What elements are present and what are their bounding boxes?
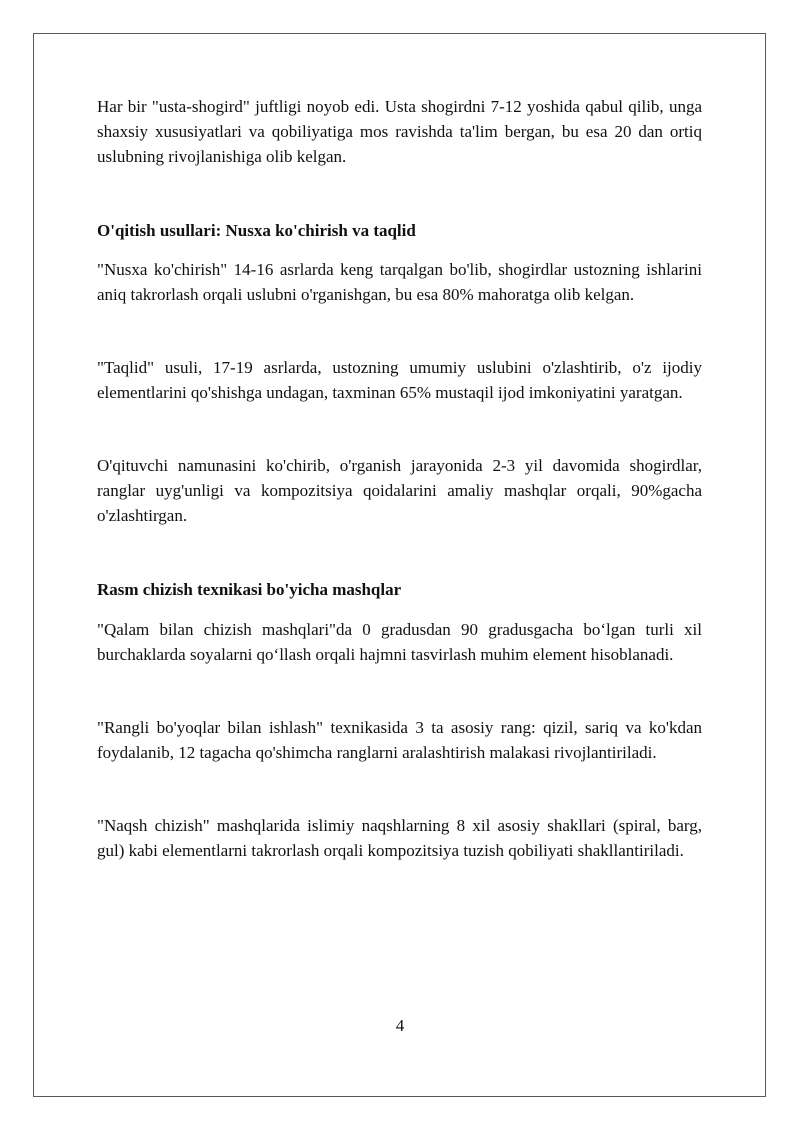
section-heading-teaching-methods: O'qitish usullari: Nusxa ko'chirish va taqlid <box>97 221 416 240</box>
pattern-drawing-paragraph: "Naqsh chizish" mashqlarida islimiy naqshlarning 8 xil asosiy shakllari (spiral, barg, gul) kabi elementlarni takrorlash orqali kompozitsiya tuzish qobiliyati shakllantiriladi. <box>97 816 702 860</box>
copying-paragraph: "Nusxa ko'chirish" 14-16 asrlarda keng tarqalgan bo'lib, shogirdlar ustozning ishlarini aniq takrorlash orqali uslubni o'rganishgan, bu esa 80% mahoratga olib kelgan. <box>97 260 702 304</box>
teacher-sample-paragraph: O'qituvchi namunasini ko'chirib, o'rganish jarayonida 2-3 yil davomida shogirdlar, ranglar uyg'unligi va kompozitsiya qoidalarini amaliy mashqlar orqali, 90%gacha o'zlashtirgan. <box>97 456 702 525</box>
color-paints-paragraph: "Rangli bo'yoqlar bilan ishlash" texnikasida 3 ta asosiy rang: qizil, sariq va ko'kdan foydalanib, 12 tagacha qo'shimcha ranglarni aralashtirish malakasi rivojlantiriladi. <box>97 718 702 762</box>
page-number: 4 <box>395 1016 405 1035</box>
page-content <box>97 94 702 863</box>
pencil-drawing-paragraph: "Qalam bilan chizish mashqlari"da 0 gradusdan 90 gradusgacha bo‘lgan turli xil burchaklarda soyalarni qo‘llash orqali hajmni tasvirlash muhim element hisoblanadi. <box>97 620 702 664</box>
imitation-paragraph: "Taqlid" usuli, 17-19 asrlarda, ustozning umumiy uslubini o'zlashtirib, o'z ijodiy elementlarini qo'shishga undagan, taxminan 65% mustaqil ijod imkoniyatini yaratgan. <box>97 358 702 402</box>
intro-paragraph: Har bir "usta-shogird" juftligi noyob edi. Usta shogirdni 7-12 yoshida qabul qilib, unga shaxsiy xususiyatlari va qobiliyatiga mos ravishda ta'lim bergan, bu esa 20 dan ortiq uslubning rivojlanishiga olib kelgan. <box>97 97 702 166</box>
section-heading-drawing-exercises: Rasm chizish texnikasi bo'yicha mashqlar <box>97 580 402 599</box>
